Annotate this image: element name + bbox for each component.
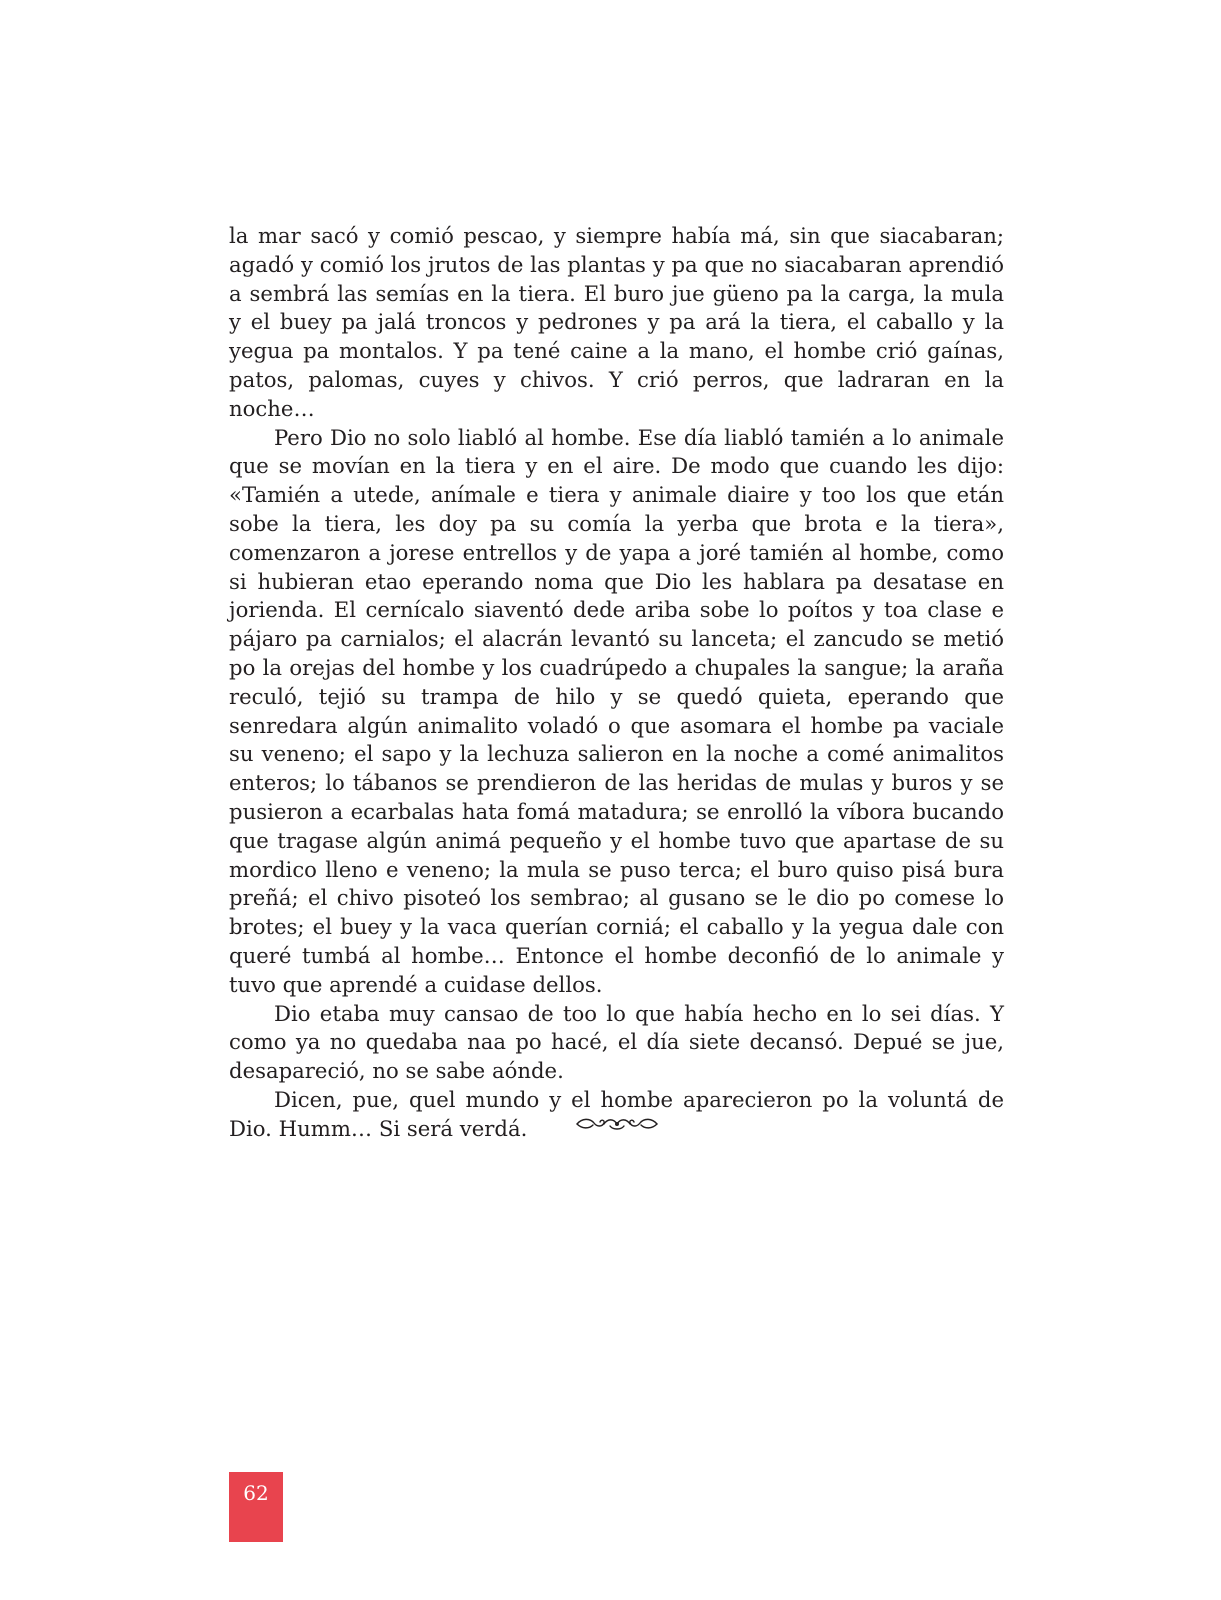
paragraph-4: Dicen, pue, quel mundo y el hombe aparecieron po la voluntá de Dio. Humm… Si será verdá. (229, 1086, 1004, 1141)
page-number: 62 (229, 1472, 283, 1542)
paragraph-1: la mar sacó y comió pescao, y siempre había má, sin que siacabaran; agadó y comió los jrutos de las plantas y pa que no siacabaran aprendió a sembrá las semías en la tiera. El buro jue güeno pa la carga, la mula y el buey pa jalá troncos y pedrones y pa ará la tiera, el caballo y la yegua pa montalos. Y pa tené caine a la mano, el hombe crió gaínas, patos, palomas, cuyes y chivos. Y crió perros, que ladraran en la noche… (229, 223, 1004, 421)
scroll-ornament-icon (574, 1113, 660, 1135)
paragraph-3: Dio etaba muy cansao de too lo que había hecho en lo sei días. Y como ya no quedaba naa po hacé, el día siete decansó. Depué se jue, desapareció, no se sabe aónde. (229, 1000, 1004, 1084)
body-text (229, 222, 1004, 1144)
paragraph-2: Pero Dio no solo liabló al hombe. Ese día liabló tamién a lo animale que se movían en la tiera y en el aire. De modo que cuando les dijo: «Tamién a utede, anímale e tiera y animale diaire y too los que etán sobe la tiera, les doy pa su comía la yerba que brota e la tiera», comenzaron a jorese entrellos y de yapa a joré tamién al hombe, como si hubieran etao eperando noma que Dio les hablara pa desatase en jorienda. El cernícalo siaventó dede ariba sobe lo poítos y toa clase e pájaro pa carnialos; el alacrán levantó su lanceta; el zancudo se metió po la orejas del hombe y los cuadrúpedo a chupales la sangue; la araña reculó, tejió su trampa de hilo y se quedó quieta, eperando que senredara algún animalito voladó o que asomara el hombe pa vaciale su veneno; el sapo y la lechuza salieron en la noche a comé animalitos enteros; lo tábanos se prendieron de las heridas de mulas y buros y se pusieron a ecarbalas hata fomá matadura; se enrolló la víbora bucando que tragase algún animá pequeño y el hombe tuvo que apartase de su mordico lleno e veneno; la mula se puso terca; el buro quiso pisá bura preñá; el chivo pisoteó los sembrao; al gusano se le dio po comese lo brotes; el buey y la vaca querían corniá; el caballo y la yegua dale con queré tumbá al hombe… Entonce el hombe deconfió de lo animale y tuvo que aprendé a cuidase dellos. (229, 424, 1004, 997)
